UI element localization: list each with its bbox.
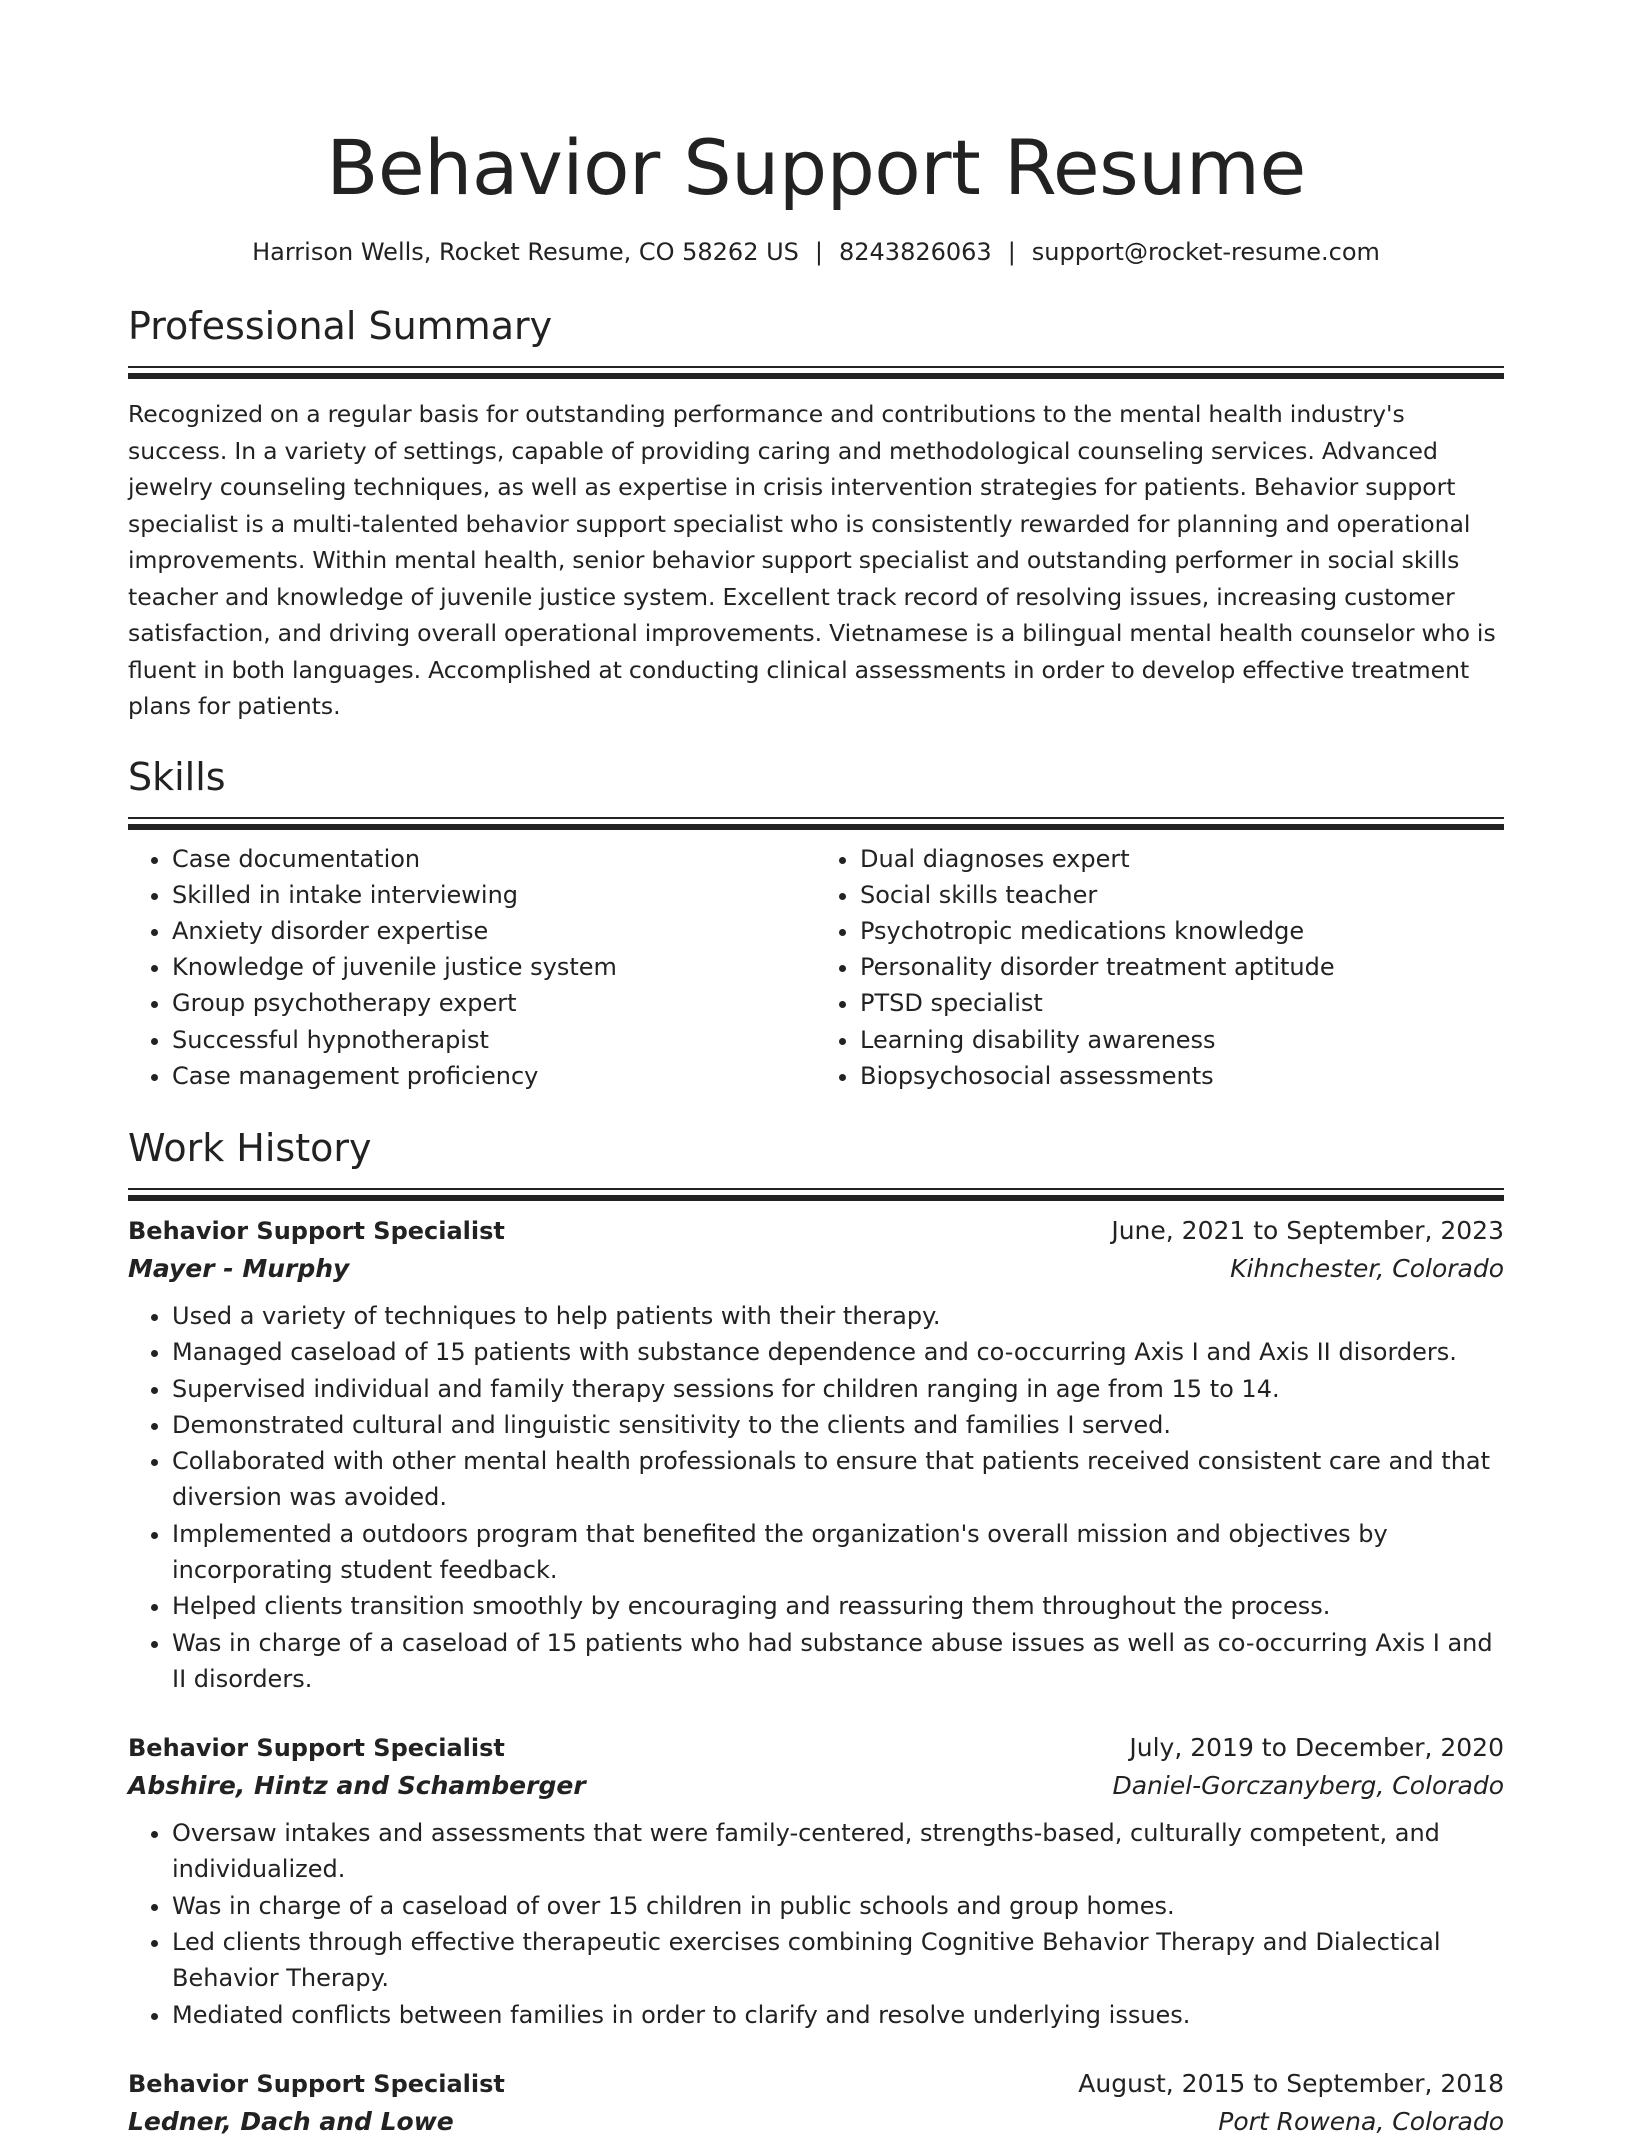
job-bullets bbox=[128, 1815, 1504, 2033]
job-header bbox=[128, 1729, 1504, 1767]
section-divider bbox=[128, 366, 1504, 368]
job-location: Port Rowena, Colorado bbox=[1218, 2106, 1504, 2136]
job-bullet: • Led clients through effective therapeutic exercises combining Cognitive Behavior Therapy and Dialectical Behavior Therapy. bbox=[172, 1924, 1504, 1997]
job-header bbox=[128, 2065, 1504, 2103]
job-title: Behavior Support Specialist bbox=[128, 2069, 505, 2098]
section-divider bbox=[128, 1188, 1504, 1190]
skill-item: • Case management proficiency bbox=[172, 1058, 816, 1094]
job-bullet: • Was in charge of a caseload of over 15 children in public schools and group homes. bbox=[172, 1888, 1504, 1924]
job-company: Ledner, Dach and Lowe bbox=[128, 2106, 454, 2136]
skill-item: • Anxiety disorder expertise bbox=[172, 913, 816, 949]
job-dates: June, 2021 to September, 2023 bbox=[1111, 1215, 1504, 1245]
job-bullet: • Collaborated with other mental health professionals to ensure that patients received consistent care and that diversion was avoided. bbox=[172, 1443, 1504, 1516]
skill-item: • Case documentation bbox=[172, 841, 816, 877]
job-dates: July, 2019 to December, 2020 bbox=[1129, 1733, 1504, 1763]
job-subheader bbox=[128, 1767, 1504, 1805]
skill-item: • PTSD specialist bbox=[860, 985, 1504, 1021]
job-bullet: • Demonstrated cultural and linguistic sensitivity to the clients and families I served. bbox=[172, 1407, 1504, 1443]
job-company: Mayer - Murphy bbox=[128, 1253, 350, 1283]
job-company: Abshire, Hintz and Schamberger bbox=[128, 1771, 586, 1801]
job-bullet: • Helped clients transition smoothly by encouraging and reassuring them throughout the process. bbox=[172, 1588, 1504, 1624]
contact-email: support@rocket-resume.com bbox=[1031, 238, 1380, 266]
job-entry bbox=[128, 1212, 1504, 1697]
job-bullet: • Supervised individual and family therapy sessions for children ranging in age from 15 to 14. bbox=[172, 1371, 1504, 1407]
job-dates: August, 2015 to September, 2018 bbox=[1078, 2068, 1504, 2098]
skill-item: • Learning disability awareness bbox=[860, 1022, 1504, 1058]
summary-heading: Professional Summary bbox=[128, 304, 553, 348]
skill-item: • Successful hypnotherapist bbox=[172, 1022, 816, 1058]
contact-address: Harrison Wells, Rocket Resume, CO 58262 US bbox=[252, 238, 799, 266]
job-title: Behavior Support Specialist bbox=[128, 1734, 505, 1763]
contact-line bbox=[128, 236, 1504, 268]
skill-item: • Psychotropic medications knowledge bbox=[860, 913, 1504, 949]
resume-page bbox=[128, 0, 1504, 2141]
skill-item: • Personality disorder treatment aptitude bbox=[860, 949, 1504, 985]
skills-columns bbox=[128, 841, 1504, 1094]
skills-section bbox=[128, 753, 1504, 1094]
skill-item: • Skilled in intake interviewing bbox=[172, 877, 816, 913]
job-bullet: • Mediated conflicts between families in order to clarify and resolve underlying issues. bbox=[172, 1997, 1504, 2033]
job-subheader bbox=[128, 2103, 1504, 2141]
skill-item: • Social skills teacher bbox=[860, 877, 1504, 913]
work-history-heading: Work History bbox=[128, 1125, 372, 1170]
job-bullet: • Implemented a outdoors program that benefited the organization's overall mission and objectives by incorporating student feedback. bbox=[172, 1516, 1504, 1589]
summary-section bbox=[128, 302, 1504, 725]
skills-list-right bbox=[816, 841, 1504, 1094]
contact-separator: | bbox=[814, 238, 823, 266]
work-history-section bbox=[128, 1124, 1504, 2141]
section-divider bbox=[128, 817, 1504, 819]
job-bullet: • Was in charge of a caseload of 15 patients who had substance abuse issues as well as co-occurring Axis I and II disorders. bbox=[172, 1625, 1504, 1698]
skills-list-left bbox=[128, 841, 816, 1094]
skill-item: • Dual diagnoses expert bbox=[860, 841, 1504, 877]
summary-text: Recognized on a regular basis for outstanding performance and contributions to the mental health industry's success. In a variety of settings, capable of providing caring and methodological counseling services. Advanced jewelry counseling techniques, as well as expertise in crisis intervention strategies for patients. Behavior support specialist is a multi-talented behavior support specialist who is consistently rewarded for planning and operational improvements. Within mental health, senior behavior support specialist and outstanding performer in social skills teacher and knowledge of juvenile justice system. Excellent track record of resolving issues, increasing customer satisfaction, and driving overall operational improvements. Vietnamese is a bilingual mental health counselor who is fluent in both languages. Accomplished at conducting clinical assessments in order to develop effective treatment plans for patients. bbox=[128, 400, 1496, 720]
skill-item: • Knowledge of juvenile justice system bbox=[172, 949, 816, 985]
job-entry bbox=[128, 2065, 1504, 2141]
job-entry bbox=[128, 1729, 1504, 2033]
contact-separator: | bbox=[1007, 238, 1016, 266]
skill-item: • Biopsychosocial assessments bbox=[860, 1058, 1504, 1094]
job-location: Daniel-Gorczanyberg, Colorado bbox=[1112, 1771, 1504, 1801]
job-header bbox=[128, 1212, 1504, 1250]
job-bullet: • Oversaw intakes and assessments that were family-centered, strengths-based, culturally competent, and individualized. bbox=[172, 1815, 1504, 1888]
resume-title: Behavior Support Resume bbox=[326, 123, 1306, 212]
skill-item: • Group psychotherapy expert bbox=[172, 985, 816, 1021]
job-title: Behavior Support Specialist bbox=[128, 1216, 505, 1245]
job-subheader bbox=[128, 1250, 1504, 1288]
job-bullets bbox=[128, 1298, 1504, 1697]
contact-phone: 8243826063 bbox=[839, 238, 992, 266]
skills-heading: Skills bbox=[128, 754, 226, 799]
job-bullet: • Used a variety of techniques to help patients with their therapy. bbox=[172, 1298, 1504, 1334]
job-location: Kihnchester, Colorado bbox=[1230, 1253, 1504, 1283]
job-bullet: • Managed caseload of 15 patients with substance dependence and co-occurring Axis I and Axis II disorders. bbox=[172, 1334, 1504, 1370]
